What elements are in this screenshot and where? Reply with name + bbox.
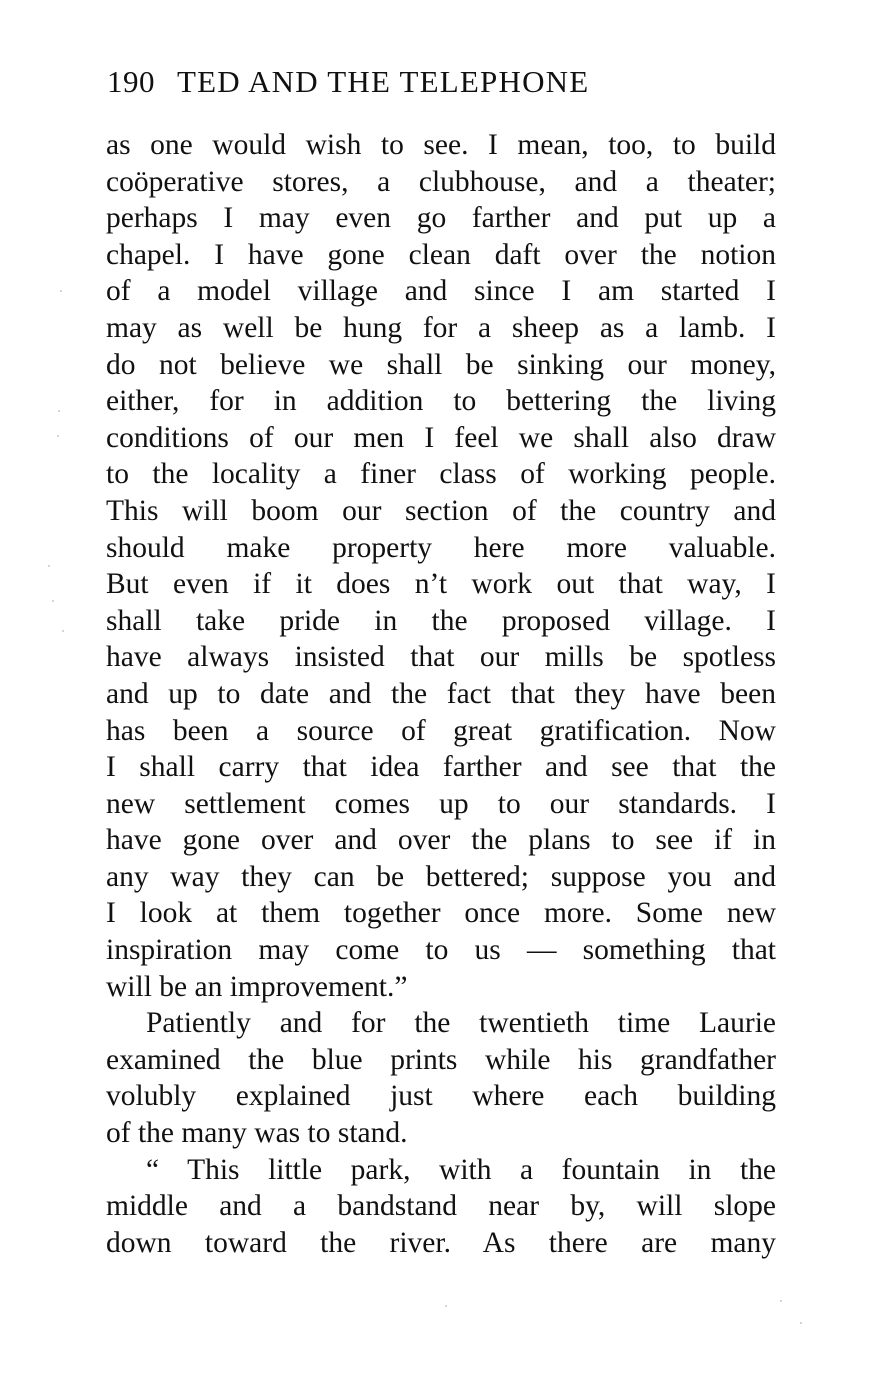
text-line: down toward the river. As there are many [106, 1226, 776, 1259]
paragraph [106, 127, 776, 1005]
text-line: coöperative stores, a clubhouse, and a theater; [106, 165, 776, 198]
scan-speck [445, 1305, 447, 1307]
text-line: will be an improvement.” [106, 970, 408, 1003]
text-line: has been a source of great gratification. Now [106, 714, 776, 747]
text-line: inspiration may come to us — something that [106, 934, 776, 967]
text-line: to the locality a finer class of working people. [106, 458, 776, 491]
text-line: either, for in addition to bettering the living [106, 385, 776, 418]
text-line: do not believe we shall be sinking our money, [106, 348, 776, 381]
scan-speck [57, 435, 59, 437]
text-line: perhaps I may even go farther and put up a [106, 202, 776, 235]
text-line: But even if it does n’t work out that way, I [106, 568, 776, 601]
text-line: should make property here more valuable. [106, 531, 776, 564]
text-line: have always insisted that our mills be spotless [106, 641, 776, 674]
paragraph [106, 1005, 776, 1151]
scan-speck [60, 290, 62, 292]
text-line: any way they can be bettered; suppose you and [106, 860, 776, 893]
text-line: of a model village and since I am started I [106, 275, 776, 308]
scan-speck [52, 600, 54, 602]
text-line: middle and a bandstand near by, will slope [106, 1190, 776, 1223]
body-text [106, 127, 776, 1261]
scan-speck [800, 1322, 802, 1324]
text-line: volubly explained just where each building [106, 1080, 776, 1113]
text-line: examined the blue prints while his grandfather [106, 1043, 776, 1076]
text-line: conditions of our men I feel we shall also draw [106, 421, 776, 454]
text-line: chapel. I have gone clean daft over the notion [106, 238, 776, 271]
text-line: This will boom our section of the country and [106, 494, 776, 527]
text-line: I look at them together once more. Some new [106, 897, 776, 930]
text-line: have gone over and over the plans to see if in [106, 824, 776, 857]
text-line: I shall carry that idea farther and see that the [106, 751, 776, 784]
text-line: of the many was to stand. [106, 1117, 408, 1150]
paragraph [106, 1152, 776, 1262]
text-line: and up to date and the fact that they have been [106, 677, 776, 710]
text-line: new settlement comes up to our standards. I [106, 787, 776, 820]
text-line: as one would wish to see. I mean, too, to build [106, 129, 776, 161]
scan-speck [780, 1300, 782, 1302]
scan-speck [62, 630, 64, 632]
page-number: 190 [107, 64, 155, 99]
text-line: Patiently and for the twentieth time Laurie [146, 1007, 776, 1040]
text-line: may as well be hung for a sheep as a lamb. I [106, 311, 776, 344]
running-title: TED AND THE TELEPHONE [177, 64, 590, 99]
running-head [107, 60, 787, 104]
scan-speck [48, 565, 50, 567]
text-line: “ This little park, with a fountain in the [146, 1153, 776, 1186]
text-line: shall take pride in the proposed village. I [106, 604, 776, 637]
scan-speck [58, 410, 60, 412]
